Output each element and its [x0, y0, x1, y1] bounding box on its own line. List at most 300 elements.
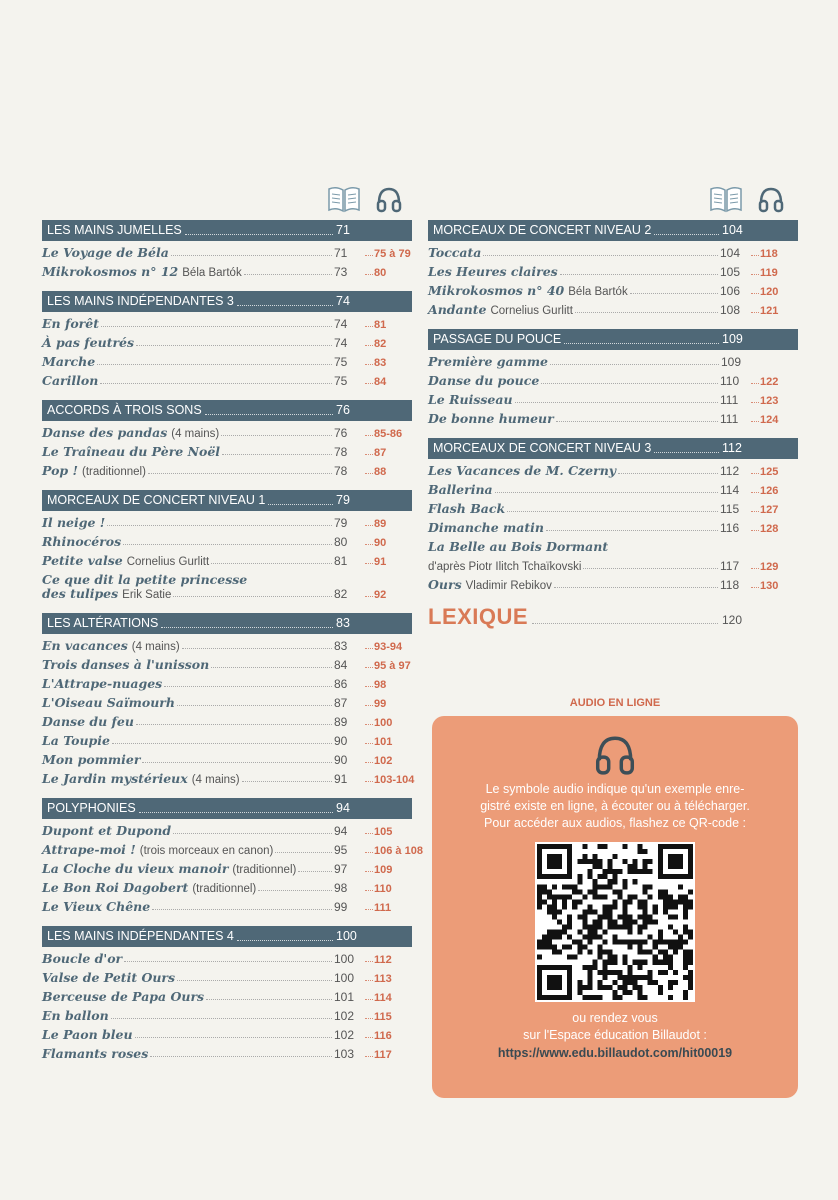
right-column-icons	[709, 185, 785, 213]
entry-title-text: En ballon	[42, 1008, 109, 1023]
audio-leader	[751, 473, 759, 474]
toc-entry[interactable]	[42, 424, 412, 440]
section-title: LES ALTÉRATIONS	[47, 616, 159, 630]
toc-entry[interactable]	[42, 1026, 412, 1042]
audio-track: 99	[374, 698, 387, 710]
dot-leader	[211, 667, 332, 668]
entry-title	[42, 752, 140, 767]
entry-page: 78	[334, 445, 348, 459]
toc-entry[interactable]	[42, 1007, 412, 1023]
entry-page: 110	[720, 374, 740, 388]
audio-track: 95 à 97	[374, 660, 411, 672]
dot-leader	[177, 705, 332, 706]
section-header[interactable]	[42, 798, 412, 819]
entry-page: 90	[334, 753, 348, 767]
dot-leader	[161, 619, 333, 628]
entry-title	[42, 695, 175, 710]
entry-title-text: Le Voyage de Béla	[42, 245, 169, 260]
toc-entry[interactable]	[42, 950, 412, 966]
section-page: 76	[336, 403, 350, 417]
entry-title-text: Ballerina	[428, 482, 493, 497]
entry-page: 89	[334, 715, 348, 729]
dot-leader	[136, 724, 332, 725]
dot-leader	[221, 435, 332, 436]
audio-track: 111	[374, 902, 392, 914]
entry-title-text: Mikrokosmos n° 12	[42, 264, 179, 279]
toc-section	[428, 438, 798, 592]
entry-title	[42, 1027, 133, 1042]
entry-subtitle: (traditionnel)	[192, 883, 257, 895]
entry-page: 99	[334, 900, 348, 914]
toc-entry[interactable]	[428, 538, 798, 554]
dot-leader	[275, 852, 332, 853]
entry-title	[42, 771, 240, 786]
audio-leader	[365, 961, 373, 962]
section-title: PASSAGE DU POUCE	[433, 332, 562, 346]
section-header[interactable]	[428, 329, 798, 350]
toc-entry[interactable]	[428, 301, 798, 317]
section-page: 83	[336, 616, 350, 630]
audio-leader	[751, 587, 759, 588]
entry-title	[42, 676, 162, 691]
toc-section	[42, 490, 412, 601]
dot-leader	[150, 1056, 332, 1057]
entry-title	[42, 880, 256, 895]
dot-leader	[298, 871, 332, 872]
section-header[interactable]	[428, 220, 798, 241]
entry-title-text: La Belle au Bois Dormant	[428, 539, 609, 554]
lexique-title: LEXIQUE	[428, 604, 529, 629]
audio-track: 109	[374, 864, 393, 876]
audio-leader	[365, 980, 373, 981]
section-title: MORCEAUX DE CONCERT NIVEAU 2	[433, 223, 652, 237]
entry-title	[42, 316, 99, 331]
dot-leader	[135, 1037, 332, 1038]
entry-title	[42, 733, 110, 748]
toc-entry[interactable]	[42, 585, 412, 601]
entry-page: 102	[334, 1028, 355, 1042]
audio-track: 129	[760, 561, 779, 573]
entry-page: 118	[720, 578, 740, 592]
dot-leader	[618, 473, 718, 474]
audio-leader	[751, 402, 759, 403]
left-toc-column	[42, 220, 423, 1073]
section-header[interactable]	[42, 613, 412, 634]
toc-section	[42, 400, 412, 478]
entry-title	[428, 354, 548, 369]
entry-page: 114	[720, 483, 740, 497]
dot-leader	[560, 274, 718, 275]
audio-leader	[365, 762, 373, 763]
audio-leader	[751, 530, 759, 531]
audio-track: 126	[760, 485, 779, 497]
entry-title	[428, 302, 573, 317]
entry-title-text: Le Paon bleu	[42, 1027, 133, 1042]
audio-leader	[365, 871, 373, 872]
section-header[interactable]	[42, 490, 412, 511]
audio-section-title: AUDIO EN LIGNE	[569, 697, 661, 709]
audio-leader	[365, 563, 373, 564]
entry-title-text: Danse des pandas	[42, 425, 168, 440]
entry-title	[428, 392, 513, 407]
entry-page: 76	[334, 426, 348, 440]
toc-entry[interactable]	[42, 969, 412, 985]
entry-title-text: La Cloche du vieux manoir	[42, 861, 229, 876]
dot-leader	[268, 496, 333, 505]
entry-title	[42, 899, 150, 914]
section-title: LES MAINS INDÉPENDANTES 4	[47, 929, 234, 943]
audio-track: 110	[374, 883, 392, 895]
entry-page: 112	[720, 464, 740, 478]
entry-page: 74	[334, 336, 348, 350]
toc-entry[interactable]	[42, 751, 412, 767]
entry-title	[42, 463, 146, 478]
qr-code[interactable]	[535, 842, 695, 1002]
entry-page: 74	[334, 317, 348, 331]
entry-title-text: Danse du pouce	[428, 373, 540, 388]
dot-leader	[164, 686, 332, 687]
toc-entry[interactable]	[42, 533, 412, 549]
audio-leader	[751, 383, 759, 384]
entry-page: 103	[334, 1047, 355, 1061]
audio-track: 82	[374, 338, 387, 350]
audio-track: 124	[760, 414, 779, 426]
entry-title-text: En forêt	[42, 316, 99, 331]
entry-title	[42, 951, 122, 966]
entry-title	[42, 989, 204, 1004]
entry-title	[428, 577, 552, 592]
audio-track: 122	[760, 376, 779, 388]
entry-page: 83	[334, 639, 348, 653]
dot-leader	[152, 909, 332, 910]
entry-title-text: Première gamme	[428, 354, 549, 369]
entry-title: Ce que dit la petite princesse	[42, 572, 248, 587]
entry-page: 98	[334, 881, 348, 895]
audio-leader	[751, 421, 759, 422]
audio-track: 117	[374, 1049, 392, 1061]
dot-leader	[244, 274, 332, 275]
audio-leader	[365, 724, 373, 725]
toc-entry[interactable]	[42, 514, 412, 530]
toc-entry[interactable]	[42, 898, 412, 914]
section-header[interactable]	[42, 926, 412, 947]
entry-page: 91	[334, 772, 348, 786]
toc-entry[interactable]	[428, 410, 798, 426]
toc-entry[interactable]	[428, 244, 798, 260]
toc-entry[interactable]	[42, 263, 412, 279]
entry-subtitle: Cornelius Gurlitt	[126, 556, 210, 568]
entry-title	[428, 373, 539, 388]
audio-track: 90	[374, 537, 387, 549]
toc-entry[interactable]	[42, 841, 423, 857]
entry-title	[42, 444, 220, 459]
toc-entry[interactable]	[428, 282, 798, 298]
audio-track: 119	[760, 267, 778, 279]
entry-title-text: Danse du feu	[42, 714, 134, 729]
toc-entry[interactable]	[428, 263, 798, 279]
audio-leader	[751, 255, 759, 256]
audio-leader	[365, 454, 373, 455]
dot-leader	[222, 454, 332, 455]
audio-leader	[365, 686, 373, 687]
entry-subtitle: (4 mains)	[131, 641, 180, 653]
toc-section	[428, 220, 798, 317]
entry-title	[42, 335, 134, 350]
entry-title-text: Flash Back	[428, 501, 506, 516]
section-page: 112	[722, 441, 742, 455]
headphones-icon	[375, 185, 403, 213]
toc-entry[interactable]	[42, 988, 412, 1004]
toc-section	[428, 329, 798, 426]
entry-page: 75	[334, 374, 348, 388]
audio-track: 105	[374, 826, 393, 838]
entry-page: 82	[334, 587, 348, 601]
audio-track: 85-86	[374, 428, 403, 440]
entry-page: 100	[334, 971, 355, 985]
audio-leader	[365, 781, 373, 782]
dot-leader	[136, 345, 332, 346]
entry-title	[42, 1046, 148, 1061]
audio-track: 91	[374, 556, 387, 568]
entry-page: 81	[334, 554, 348, 568]
entry-title	[42, 970, 175, 985]
toc-entry[interactable]	[42, 656, 412, 672]
audio-text-line: sur l'Espace éducation Billaudot :	[523, 1028, 707, 1042]
audio-leader	[365, 909, 373, 910]
entry-title-text: Mon pommier	[42, 752, 141, 767]
entry-subtitle: (4 mains)	[171, 428, 220, 440]
entry-title-text: Flamants roses	[42, 1046, 149, 1061]
entry-page: 101	[334, 990, 355, 1004]
entry-page: 108	[720, 303, 741, 317]
entry-page: 109	[721, 355, 742, 369]
audio-leader	[365, 383, 373, 384]
audio-track: 127	[760, 504, 779, 516]
entry-page: 71	[334, 246, 348, 260]
entry-page: 75	[334, 355, 348, 369]
entry-title	[42, 1008, 109, 1023]
entry-title	[42, 515, 105, 530]
audio-leader	[365, 999, 373, 1000]
toc-entry[interactable]	[428, 353, 798, 369]
dot-leader	[495, 492, 718, 493]
audio-info-box	[432, 716, 798, 1098]
audio-leader	[751, 293, 759, 294]
entry-page: 80	[334, 535, 348, 549]
toc-entry[interactable]	[42, 713, 412, 729]
dot-leader	[515, 402, 718, 403]
entry-title	[428, 283, 628, 298]
entry-title-text: L'Attrape-nuages	[42, 676, 163, 691]
audio-track: 113	[374, 973, 392, 985]
audio-leader	[365, 667, 373, 668]
audio-leader	[751, 312, 759, 313]
dot-leader	[546, 530, 718, 531]
audio-leader	[365, 326, 373, 327]
toc-entry[interactable]	[42, 637, 412, 653]
toc-section	[42, 613, 415, 786]
entry-title	[42, 657, 209, 672]
dot-leader	[554, 587, 718, 588]
entry-page: 73	[334, 265, 348, 279]
entry-title	[428, 501, 505, 516]
dot-leader	[111, 1018, 332, 1019]
dot-leader	[242, 781, 332, 782]
entry-title-text: De bonne humeur	[428, 411, 554, 426]
toc-entry[interactable]	[428, 372, 798, 388]
audio-leader	[365, 473, 373, 474]
entry-page: 87	[334, 696, 348, 710]
entry-title-text: Marche	[42, 354, 96, 369]
audio-track: 116	[374, 1030, 392, 1042]
audio-track: 75 à 79	[374, 248, 411, 260]
dot-leader	[177, 980, 332, 981]
entry-page: 97	[334, 862, 348, 876]
dot-leader	[550, 364, 719, 365]
headphones-icon	[593, 732, 637, 776]
entry-page: 115	[720, 502, 740, 516]
toc-entry[interactable]	[428, 481, 798, 497]
entry-page: 94	[334, 824, 348, 838]
audio-url-link[interactable]: https://www.edu.billaudot.com/hit00019	[497, 1046, 733, 1060]
entry-subtitle: (traditionnel)	[81, 466, 146, 478]
entry-page: 78	[334, 464, 348, 478]
entry-title-text: La Toupie	[42, 733, 110, 748]
entry-title-text: des tulipes	[42, 586, 119, 601]
toc-entry[interactable]	[428, 557, 798, 573]
dot-leader	[211, 563, 332, 564]
audio-leader	[365, 274, 373, 275]
toc-entry[interactable]	[42, 1045, 412, 1061]
dot-leader	[173, 833, 332, 834]
entry-page: 84	[334, 658, 348, 672]
toc-entry[interactable]	[42, 462, 412, 478]
section-header[interactable]	[428, 438, 798, 459]
toc-entry[interactable]	[42, 860, 412, 876]
audio-leader	[751, 511, 759, 512]
dot-leader	[206, 999, 332, 1000]
dot-leader	[100, 383, 332, 384]
audio-leader	[365, 255, 373, 256]
audio-track: 88	[374, 466, 387, 478]
toc-entry[interactable]	[42, 879, 412, 895]
dot-leader	[237, 932, 333, 941]
toc-entry[interactable]	[428, 391, 798, 407]
entry-title-text: À pas feutrés	[42, 335, 135, 350]
entry-title	[428, 520, 544, 535]
book-icon	[327, 185, 361, 213]
dot-leader	[112, 743, 332, 744]
entry-title-text: Mikrokosmos n° 40	[428, 283, 565, 298]
entry-title-text: Carillon	[42, 373, 99, 388]
entry-page: 116	[720, 521, 740, 535]
dot-leader	[654, 226, 719, 235]
entry-title-text: Pop !	[42, 463, 78, 478]
toc-entry[interactable]	[42, 334, 412, 350]
dot-leader	[575, 312, 718, 313]
toc-entry[interactable]	[428, 500, 798, 516]
toc-entry[interactable]	[42, 552, 412, 568]
toc-entry[interactable]	[42, 770, 415, 786]
dot-leader	[101, 326, 332, 327]
toc-entry[interactable]	[428, 576, 798, 592]
audio-track: 120	[760, 286, 779, 298]
toc-section	[42, 798, 423, 914]
section-header[interactable]	[42, 400, 412, 421]
audio-leader	[751, 492, 759, 493]
section-title: MORCEAUX DE CONCERT NIVEAU 1	[47, 493, 266, 507]
toc-entry[interactable]	[42, 694, 412, 710]
dot-leader	[507, 511, 718, 512]
entry-title-text: Valse de Petit Ours	[42, 970, 176, 985]
audio-leader	[365, 890, 373, 891]
toc-entry[interactable]	[428, 519, 798, 535]
section-title: LES MAINS JUMELLES	[47, 223, 182, 237]
entry-page: 105	[720, 265, 741, 279]
entry-title	[42, 714, 134, 729]
entry-page: 95	[334, 843, 348, 857]
audio-text-line: gistré existe en ligne, à écouter ou à télécharger.	[480, 799, 750, 813]
audio-track: 121	[760, 305, 779, 317]
entry-title-text: Rhinocéros	[42, 534, 122, 549]
toc-entry[interactable]	[428, 462, 798, 478]
book-icon	[709, 185, 743, 213]
audio-track: 112	[374, 954, 392, 966]
entry-page: 104	[720, 246, 741, 260]
toc-entry[interactable]	[42, 822, 412, 838]
audio-leader	[365, 1037, 373, 1038]
toc-entry[interactable]	[42, 315, 412, 331]
toc-section	[42, 220, 412, 279]
entry-title-text: Dupont et Dupond	[42, 823, 172, 838]
toc-entry[interactable]	[42, 244, 412, 260]
entry-title-text: Boucle d'or	[42, 951, 123, 966]
entry-title-text: Toccata	[428, 245, 482, 260]
entry-page: 102	[334, 1009, 355, 1023]
section-header[interactable]	[42, 220, 412, 241]
section-page: 100	[336, 929, 357, 943]
entry-title-text: Andante	[428, 302, 487, 317]
entry-title	[42, 553, 209, 568]
toc-entry[interactable]	[42, 443, 412, 459]
entry-page: 90	[334, 734, 348, 748]
lexique-entry[interactable]	[428, 604, 798, 630]
entry-subtitle: (traditionnel)	[232, 864, 297, 876]
audio-track: 84	[374, 376, 387, 388]
dot-leader	[630, 293, 718, 294]
dot-leader	[541, 383, 718, 384]
audio-text-line: ou rendez vous	[572, 1011, 658, 1025]
toc-entry[interactable]	[42, 675, 412, 691]
toc-entry[interactable]	[42, 732, 412, 748]
audio-leader	[365, 648, 373, 649]
entry-title	[428, 482, 493, 497]
audio-track: 125	[760, 466, 779, 478]
toc-entry[interactable]	[42, 353, 412, 369]
entry-subtitle: Béla Bartók	[568, 286, 628, 298]
audio-leader	[365, 364, 373, 365]
entry-title-text: Trois danses à l'unisson	[42, 657, 210, 672]
entry-title-text: Le Vieux Chêne	[42, 899, 151, 914]
left-column-icons	[327, 185, 403, 213]
toc-entry[interactable]	[42, 372, 412, 388]
audio-leader	[365, 525, 373, 526]
audio-track: 92	[374, 589, 387, 601]
entry-title-text: L'Oiseau Saïmourh	[42, 695, 175, 710]
audio-track: 98	[374, 679, 387, 691]
section-header[interactable]	[42, 291, 412, 312]
entry-title	[428, 539, 608, 554]
